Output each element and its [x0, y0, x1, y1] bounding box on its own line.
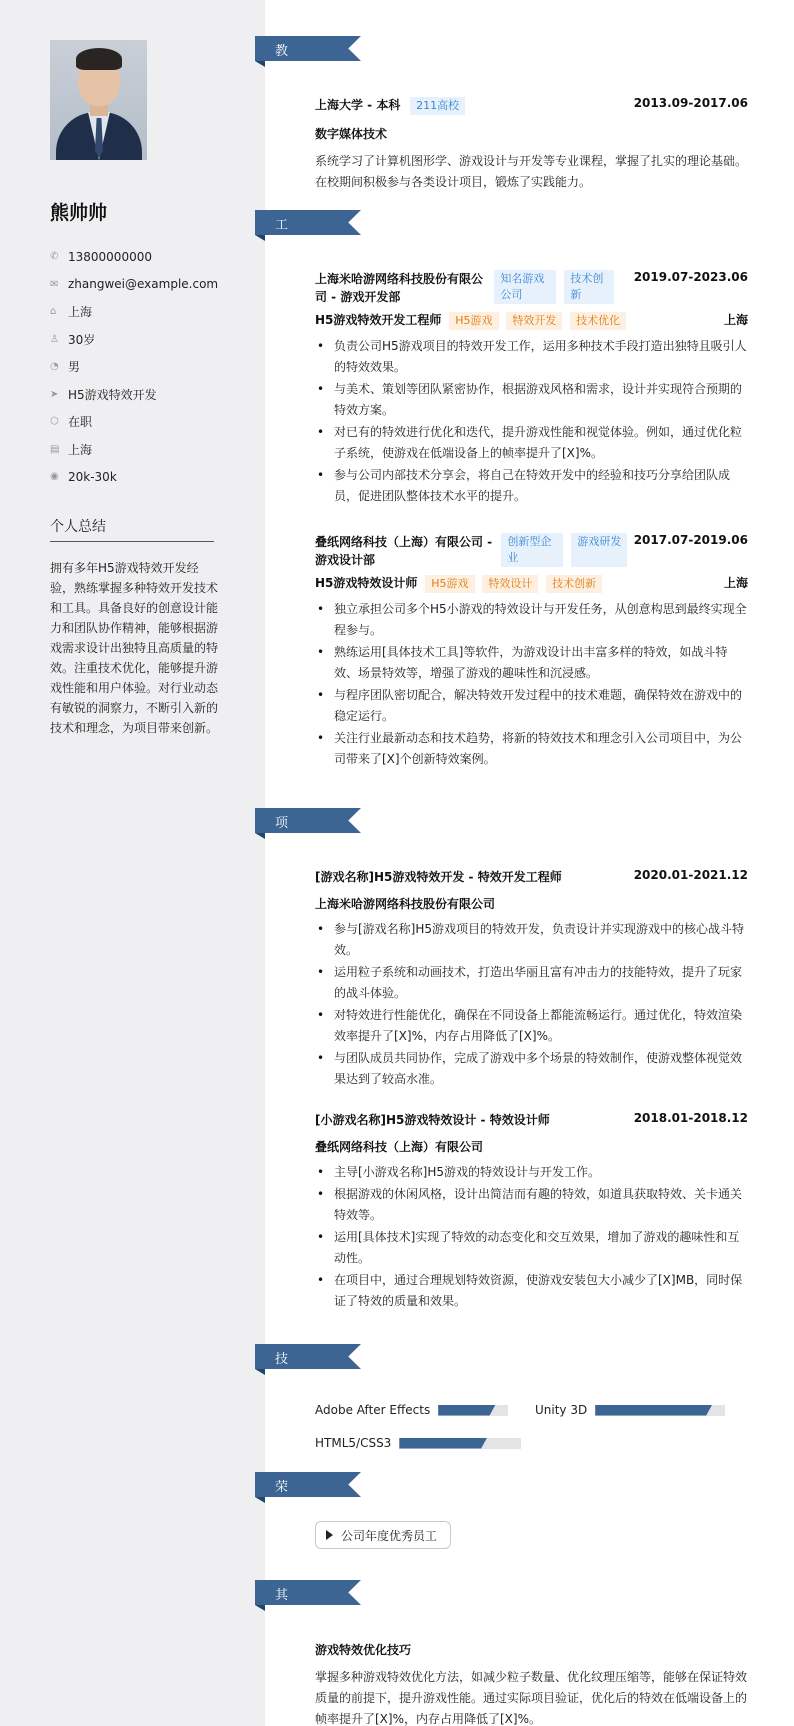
project-entry: [315, 868, 748, 1091]
skill-name: Adobe After Effects: [315, 1403, 431, 1417]
school-badge: 211高校: [410, 97, 465, 115]
target-icon: ➤: [50, 388, 59, 400]
project-bullets: [315, 919, 748, 1090]
skill-tag: 特效设计: [482, 575, 538, 593]
list-item: • 与美术、策划等团队紧密协作，根据游戏风格和需求，设计并实现符合预期的特效方案。: [315, 379, 748, 421]
work-bullets: [315, 599, 748, 770]
info-target-city: ▤ 上海: [50, 442, 93, 457]
divider: [50, 541, 214, 542]
school-name: 上海大学 - 本科: [315, 98, 401, 112]
skill-bar-fill: [438, 1405, 495, 1416]
status-icon: ⬡: [50, 416, 59, 428]
list-item: • 与程序团队密切配合，解决特效开发过程中的技术难题，确保特效在游戏中的稳定运行。: [315, 685, 748, 727]
company-tag: 游戏研发: [571, 533, 627, 567]
info-salary: ◉ 20k-30k: [50, 469, 117, 484]
job-role: H5游戏特效设计师: [315, 576, 418, 590]
skill-item: [315, 1436, 521, 1450]
info-status: ⬡ 在职: [50, 415, 93, 430]
skill-bar-fill: [595, 1405, 712, 1416]
work-city: 上海: [723, 576, 748, 590]
info-email: ✉ zhangwei@example.com: [50, 277, 219, 292]
info-target-job: ➤ H5游戏特效开发: [50, 387, 157, 402]
summary-title: 个人总结: [50, 519, 106, 535]
list-item: • 熟练运用[具体技术工具]等软件，为游戏设计出丰富多样的特效，如战斗特效、场景特效等，增强了游戏的趣味性和沉浸感。: [315, 642, 748, 684]
home-icon: ⌂: [50, 306, 57, 318]
work-city: 上海: [723, 313, 748, 327]
work-date: 2017.07-2019.06: [633, 533, 748, 547]
list-item: • 与团队成员共同协作，完成了游戏中多个场景的特效制作，使游戏整体视觉效果达到了较高水准。: [315, 1048, 748, 1090]
building-icon: ▤: [50, 443, 60, 455]
list-item: • 参与公司内部技术分享会，将自己在特效开发中的经验和技巧分享给团队成员，促进团队整体技术水平的提升。: [315, 465, 748, 507]
list-item: • 独立承担公司多个H5小游戏的特效设计与开发任务，从创意构思到最终实现全程参与。: [315, 599, 748, 641]
list-item: • 参与[游戏名称]H5游戏项目的特效开发，负责设计并实现游戏中的核心战斗特效。: [315, 919, 748, 961]
company-tag: 创新型企业: [501, 533, 563, 567]
skill-bar-fill: [399, 1438, 487, 1449]
skill-bar: [399, 1438, 521, 1449]
info-location: ⌂ 上海: [50, 305, 93, 320]
list-item: • 关注行业最新动态和技术趋势，将新的特效技术和理念引入公司项目中，为公司带来了[X]个创新特效案例。: [315, 728, 748, 770]
project-title: [游戏名称]H5游戏特效开发 - 特效开发工程师: [315, 870, 562, 884]
contact-info-list: [50, 243, 218, 491]
list-item: • 对已有的特效进行优化和迭代，提升游戏性能和视觉体验。例如，通过优化粒子系统，使游戏在低端设备上的帧率提升了[X]%。: [315, 422, 748, 464]
project-date: 2018.01-2018.12: [633, 1111, 748, 1125]
job-role: H5游戏特效开发工程师: [315, 313, 442, 327]
gender-icon: ◔: [50, 361, 59, 373]
list-item: • 运用粒子系统和动画技术，打造出华丽且富有冲击力的技能特效，提升了玩家的战斗体验。: [315, 962, 748, 1004]
work-bullets: [315, 336, 748, 507]
project-bullets: [315, 1162, 748, 1312]
company-name: 上海米哈游网络科技股份有限公司 - 游戏开发部: [315, 272, 484, 304]
education-entry: [315, 96, 748, 193]
skill-tag: H5游戏: [425, 575, 474, 593]
skill-name: HTML5/CSS3: [315, 1436, 392, 1450]
summary-text: 拥有多年H5游戏特效开发经验，熟练掌握多种特效开发技术和工具。具备良好的创意设计能力和团队协作精神，能够根据游戏需求设计出独特且高质量的特效。注重技术优化，能够提升游戏性能和用户体验。对行业动态有敏锐的洞察力，不断引入新的技术和理念，为项目带来创新。: [50, 561, 219, 735]
info-phone: ✆ 13800000000: [50, 249, 152, 264]
age-icon: ♙: [50, 333, 59, 345]
skill-tag: 特效开发: [506, 312, 562, 330]
info-age: ♙ 30岁: [50, 332, 96, 347]
work-date: 2019.07-2023.06: [633, 270, 748, 284]
list-item: • 对特效进行性能优化，确保在不同设备上都能流畅运行。通过优化，特效渲染效率提升了[X]%，内存占用降低了[X]%。: [315, 1005, 748, 1047]
avatar: [50, 40, 147, 160]
major: 数字媒体技术: [315, 127, 388, 141]
list-item: • 在项目中，通过合理规划特效资源，使游戏安装包大小减少了[X]MB，同时保证了特效的质量和效果。: [315, 1270, 748, 1312]
other-entry: [315, 1641, 748, 1726]
project-company: 叠纸网络科技（上海）有限公司: [315, 1140, 484, 1154]
work-entry: [315, 270, 748, 508]
skill-name: Unity 3D: [535, 1403, 588, 1417]
list-item: • 运用[具体技术]实现了特效的动态变化和交互效果，增加了游戏的趣味性和互动性。: [315, 1227, 748, 1269]
skill-tag: 技术优化: [570, 312, 626, 330]
list-item: • 主导[小游戏名称]H5游戏的特效设计与开发工作。: [315, 1162, 748, 1183]
project-title: [小游戏名称]H5游戏特效设计 - 特效设计师: [315, 1113, 550, 1127]
sidebar: [0, 0, 265, 1726]
play-icon: [326, 1530, 333, 1540]
education-desc: 系统学习了计算机图形学、游戏设计与开发等专业课程，掌握了扎实的理论基础。在校期间积极参与各类设计项目，锻炼了实践能力。: [315, 154, 748, 189]
award-item: [315, 1521, 451, 1549]
info-gender: ◔ 男: [50, 360, 81, 375]
award-label: 公司年度优秀员工: [341, 1528, 438, 1543]
skill-bar: [595, 1405, 725, 1416]
skill-bar: [438, 1405, 508, 1416]
skill-item: [535, 1403, 725, 1417]
mail-icon: ✉: [50, 278, 59, 290]
project-date: 2020.01-2021.12: [633, 868, 748, 882]
project-company: 上海米哈游网络科技股份有限公司: [315, 897, 496, 911]
profile-name: 熊帅帅: [50, 202, 108, 224]
education-date: 2013.09-2017.06: [633, 96, 748, 110]
company-tag: 知名游戏公司: [494, 270, 556, 304]
other-desc: 掌握多种游戏特效优化方法，如减少粒子数量、优化纹理压缩等，能够在保证特效质量的前提下，提升游戏性能。通过实际项目验证，优化后的特效在低端设备上的帧率提升了[X]%，内存占用降低了[X]%。: [315, 1670, 748, 1726]
skill-tag: H5游戏: [449, 312, 498, 330]
salary-icon: ◉: [50, 471, 59, 483]
project-entry: [315, 1111, 748, 1313]
work-entry: [315, 533, 748, 771]
phone-icon: ✆: [50, 251, 59, 263]
skill-tag: 技术创新: [546, 575, 602, 593]
list-item: • 根据游戏的休闲风格，设计出简洁而有趣的特效，如道具获取特效、关卡通关特效等。: [315, 1184, 748, 1226]
list-item: • 负责公司H5游戏项目的特效开发工作，运用多种技术手段打造出独特且吸引人的特效效果。: [315, 336, 748, 378]
company-name: 叠纸网络科技（上海）有限公司 - 游戏设计部: [315, 535, 493, 567]
company-tag: 技术创新: [564, 270, 614, 304]
other-title: 游戏特效优化技巧: [315, 1643, 412, 1657]
skill-item: [315, 1403, 508, 1417]
